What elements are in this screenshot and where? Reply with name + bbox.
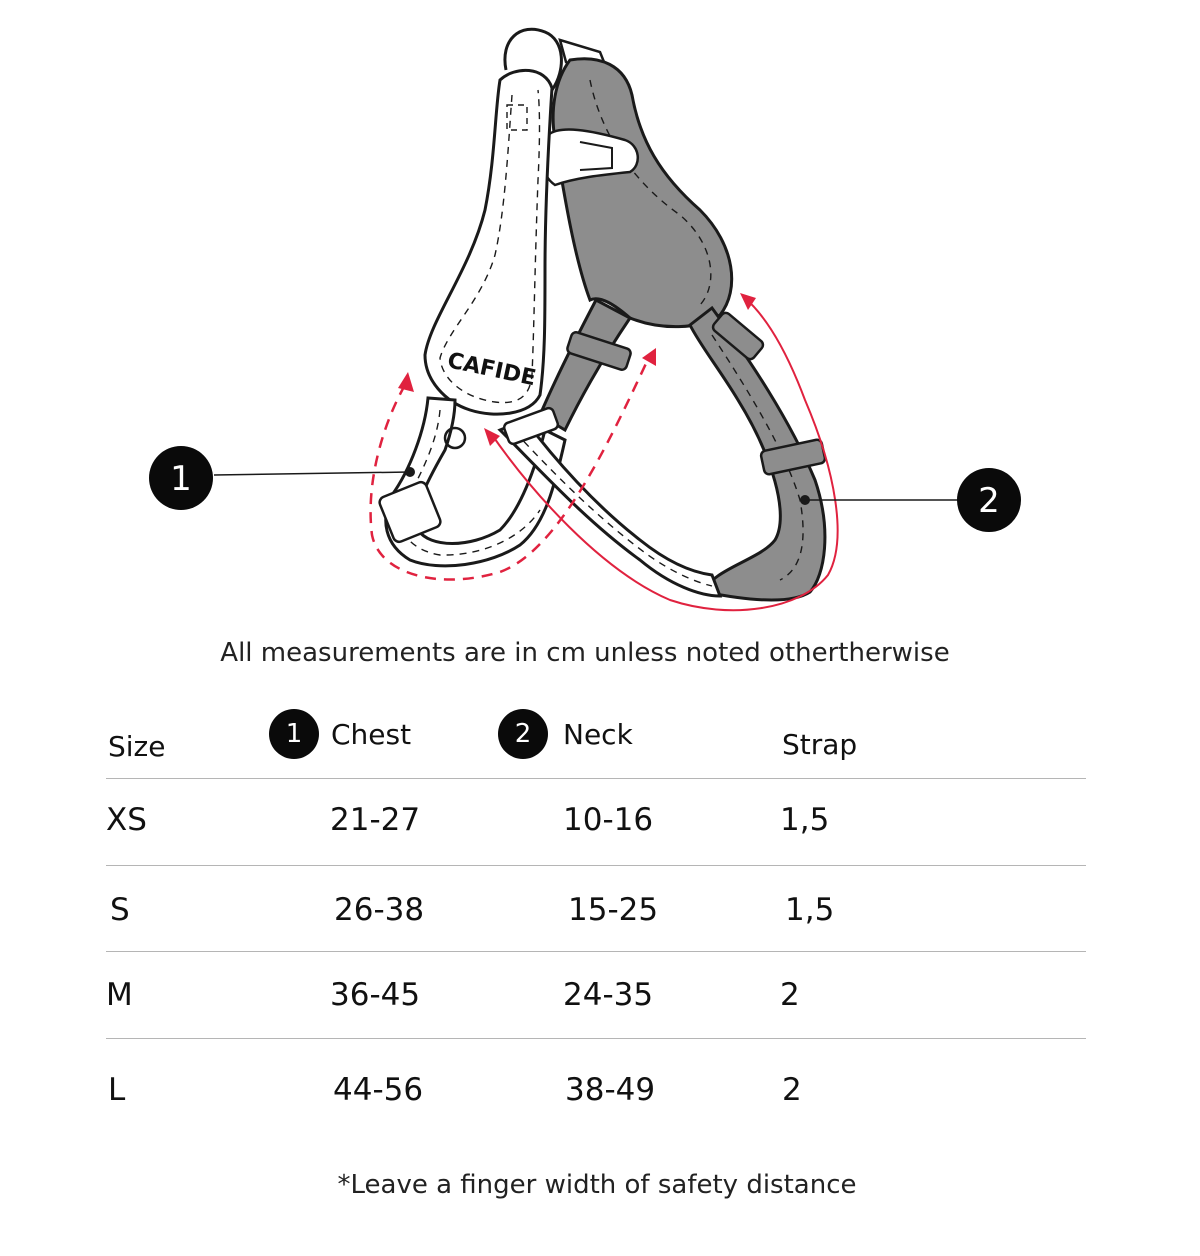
row-strap: 1,5 [780, 802, 830, 838]
header-neck: Neck [563, 718, 633, 751]
harness-dark-panel [553, 59, 732, 327]
row-neck: 24-35 [563, 977, 654, 1013]
chest-arrow-head-right [642, 348, 656, 366]
row-chest: 44-56 [333, 1072, 424, 1108]
header-size: Size [108, 730, 166, 763]
row-size: S [110, 892, 130, 928]
brand-label: CAFIDE [445, 348, 539, 392]
row-chest: 26-38 [334, 892, 425, 928]
header-chest: Chest [331, 718, 412, 751]
header-neck-badge [498, 709, 548, 759]
row-chest: 36-45 [330, 977, 421, 1013]
table-divider [106, 1038, 1086, 1039]
table-divider [106, 865, 1086, 866]
measurement-note: All measurements are in cm unless noted othertherwise [220, 638, 950, 668]
header-chest-badge [269, 709, 319, 759]
row-chest: 21-27 [330, 802, 421, 838]
callout-1-leader [214, 472, 410, 475]
row-size: L [108, 1072, 126, 1108]
row-neck: 38-49 [565, 1072, 656, 1108]
row-strap: 2 [782, 1072, 802, 1108]
header-strap: Strap [782, 728, 858, 761]
safety-footnote: *Leave a finger width of safety distance [337, 1170, 857, 1200]
header-neck-number: 2 [514, 719, 532, 749]
callout-1-number: 1 [170, 459, 192, 499]
row-neck: 15-25 [568, 892, 659, 928]
table-divider [106, 951, 1086, 952]
row-strap: 2 [780, 977, 800, 1013]
header-chest-number: 1 [285, 719, 303, 749]
callout-2-number: 2 [978, 481, 1000, 521]
row-strap: 1,5 [785, 892, 835, 928]
row-size: XS [106, 802, 147, 838]
table-divider [106, 778, 1086, 779]
chest-arrow-head-left [398, 372, 414, 392]
row-neck: 10-16 [563, 802, 654, 838]
row-size: M [106, 977, 133, 1013]
